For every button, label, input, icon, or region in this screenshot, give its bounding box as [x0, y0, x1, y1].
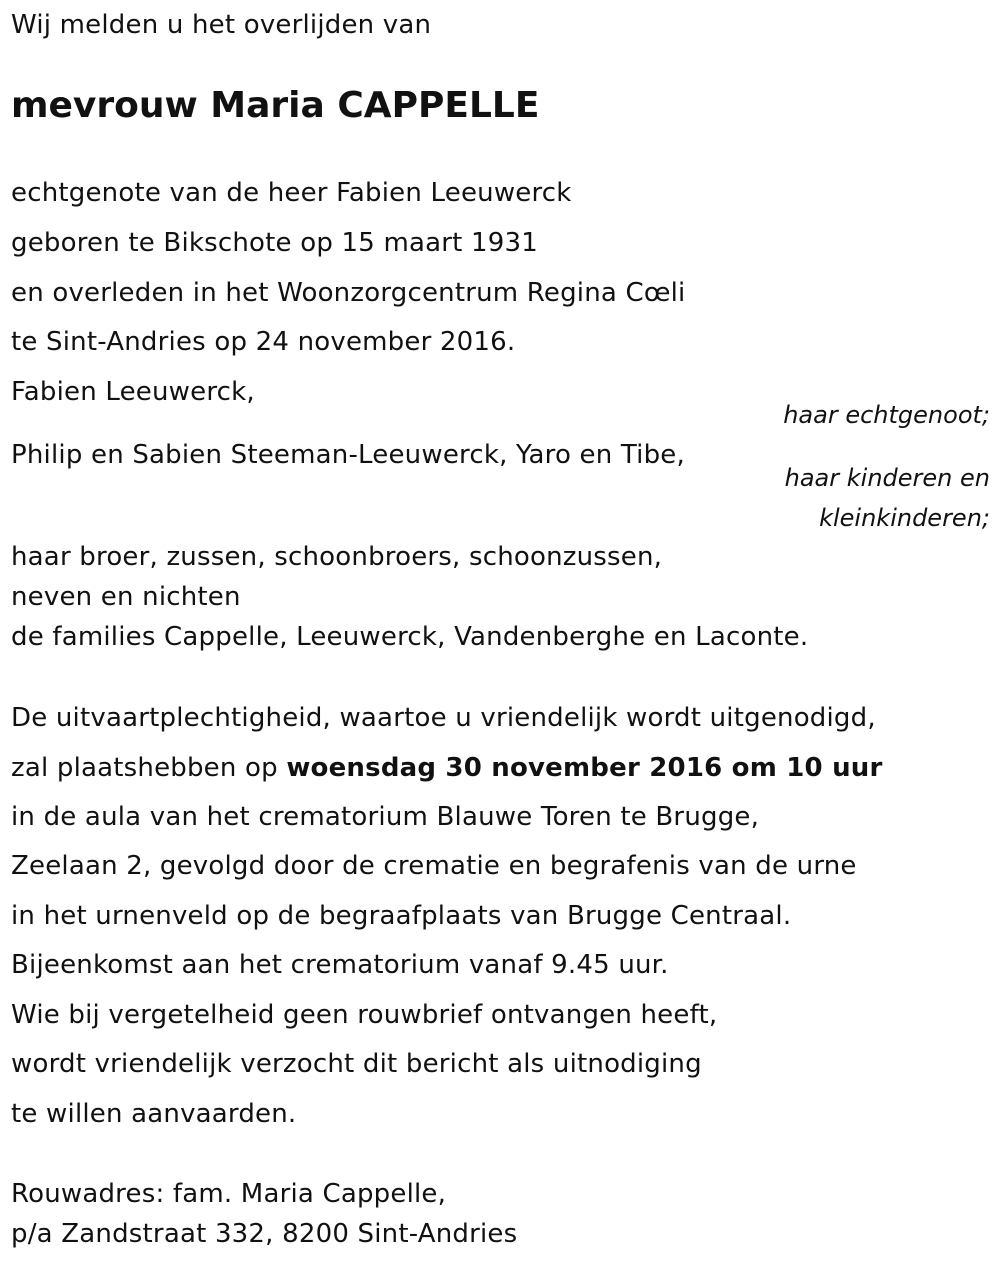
- ceremony-line: Bijeenkomst aan het crematorium vanaf 9.45 uur.: [11, 950, 669, 980]
- ceremony-prefix: zal plaatshebben op: [11, 753, 287, 783]
- ceremony-line: in het urnenveld op de begraafplaats van Brugge Centraal.: [11, 901, 792, 931]
- bio-line: en overleden in het Woonzorgcentrum Regina Cœli: [11, 278, 686, 308]
- ceremony-line: wordt vriendelijk verzocht dit bericht als uitnodiging: [11, 1049, 702, 1079]
- ceremony-line: te willen aanvaarden.: [11, 1099, 297, 1129]
- family-line: de families Cappelle, Leeuwerck, Vandenberghe en Laconte.: [11, 622, 809, 652]
- address-line: Rouwadres: fam. Maria Cappelle,: [11, 1179, 447, 1209]
- spouse-name: Fabien Leeuwerck,: [11, 377, 255, 407]
- spouse-role: haar echtgenoot;: [783, 401, 990, 429]
- ceremony-line: Wie bij vergetelheid geen rouwbrief ontvangen heeft,: [11, 1000, 718, 1030]
- address-line: p/a Zandstraat 332, 8200 Sint-Andries: [11, 1219, 518, 1249]
- ceremony-line: Zeelaan 2, gevolgd door de crematie en begrafenis van de urne: [11, 851, 857, 881]
- bio-line: echtgenote van de heer Fabien Leeuwerck: [11, 178, 572, 208]
- deceased-name: mevrouw Maria CAPPELLE: [11, 85, 540, 126]
- family-line: neven en nichten: [11, 582, 241, 612]
- ceremony-line: [11, 751, 883, 785]
- children-role: kleinkinderen;: [819, 504, 990, 532]
- children-names: Philip en Sabien Steeman-Leeuwerck, Yaro en Tibe,: [11, 440, 685, 470]
- ceremony-line: in de aula van het crematorium Blauwe Toren te Brugge,: [11, 802, 760, 832]
- intro-text: Wij melden u het overlijden van: [11, 10, 432, 40]
- family-line: haar broer, zussen, schoonbroers, schoonzussen,: [11, 542, 663, 572]
- bio-line: te Sint-Andries op 24 november 2016.: [11, 327, 516, 357]
- children-role: haar kinderen en: [784, 464, 990, 492]
- bio-line: geboren te Bikschote op 15 maart 1931: [11, 228, 538, 258]
- ceremony-date: woensdag 30 november 2016 om 10 uur: [286, 753, 883, 783]
- ceremony-line: De uitvaartplechtigheid, waartoe u vriendelijk wordt uitgenodigd,: [11, 703, 876, 733]
